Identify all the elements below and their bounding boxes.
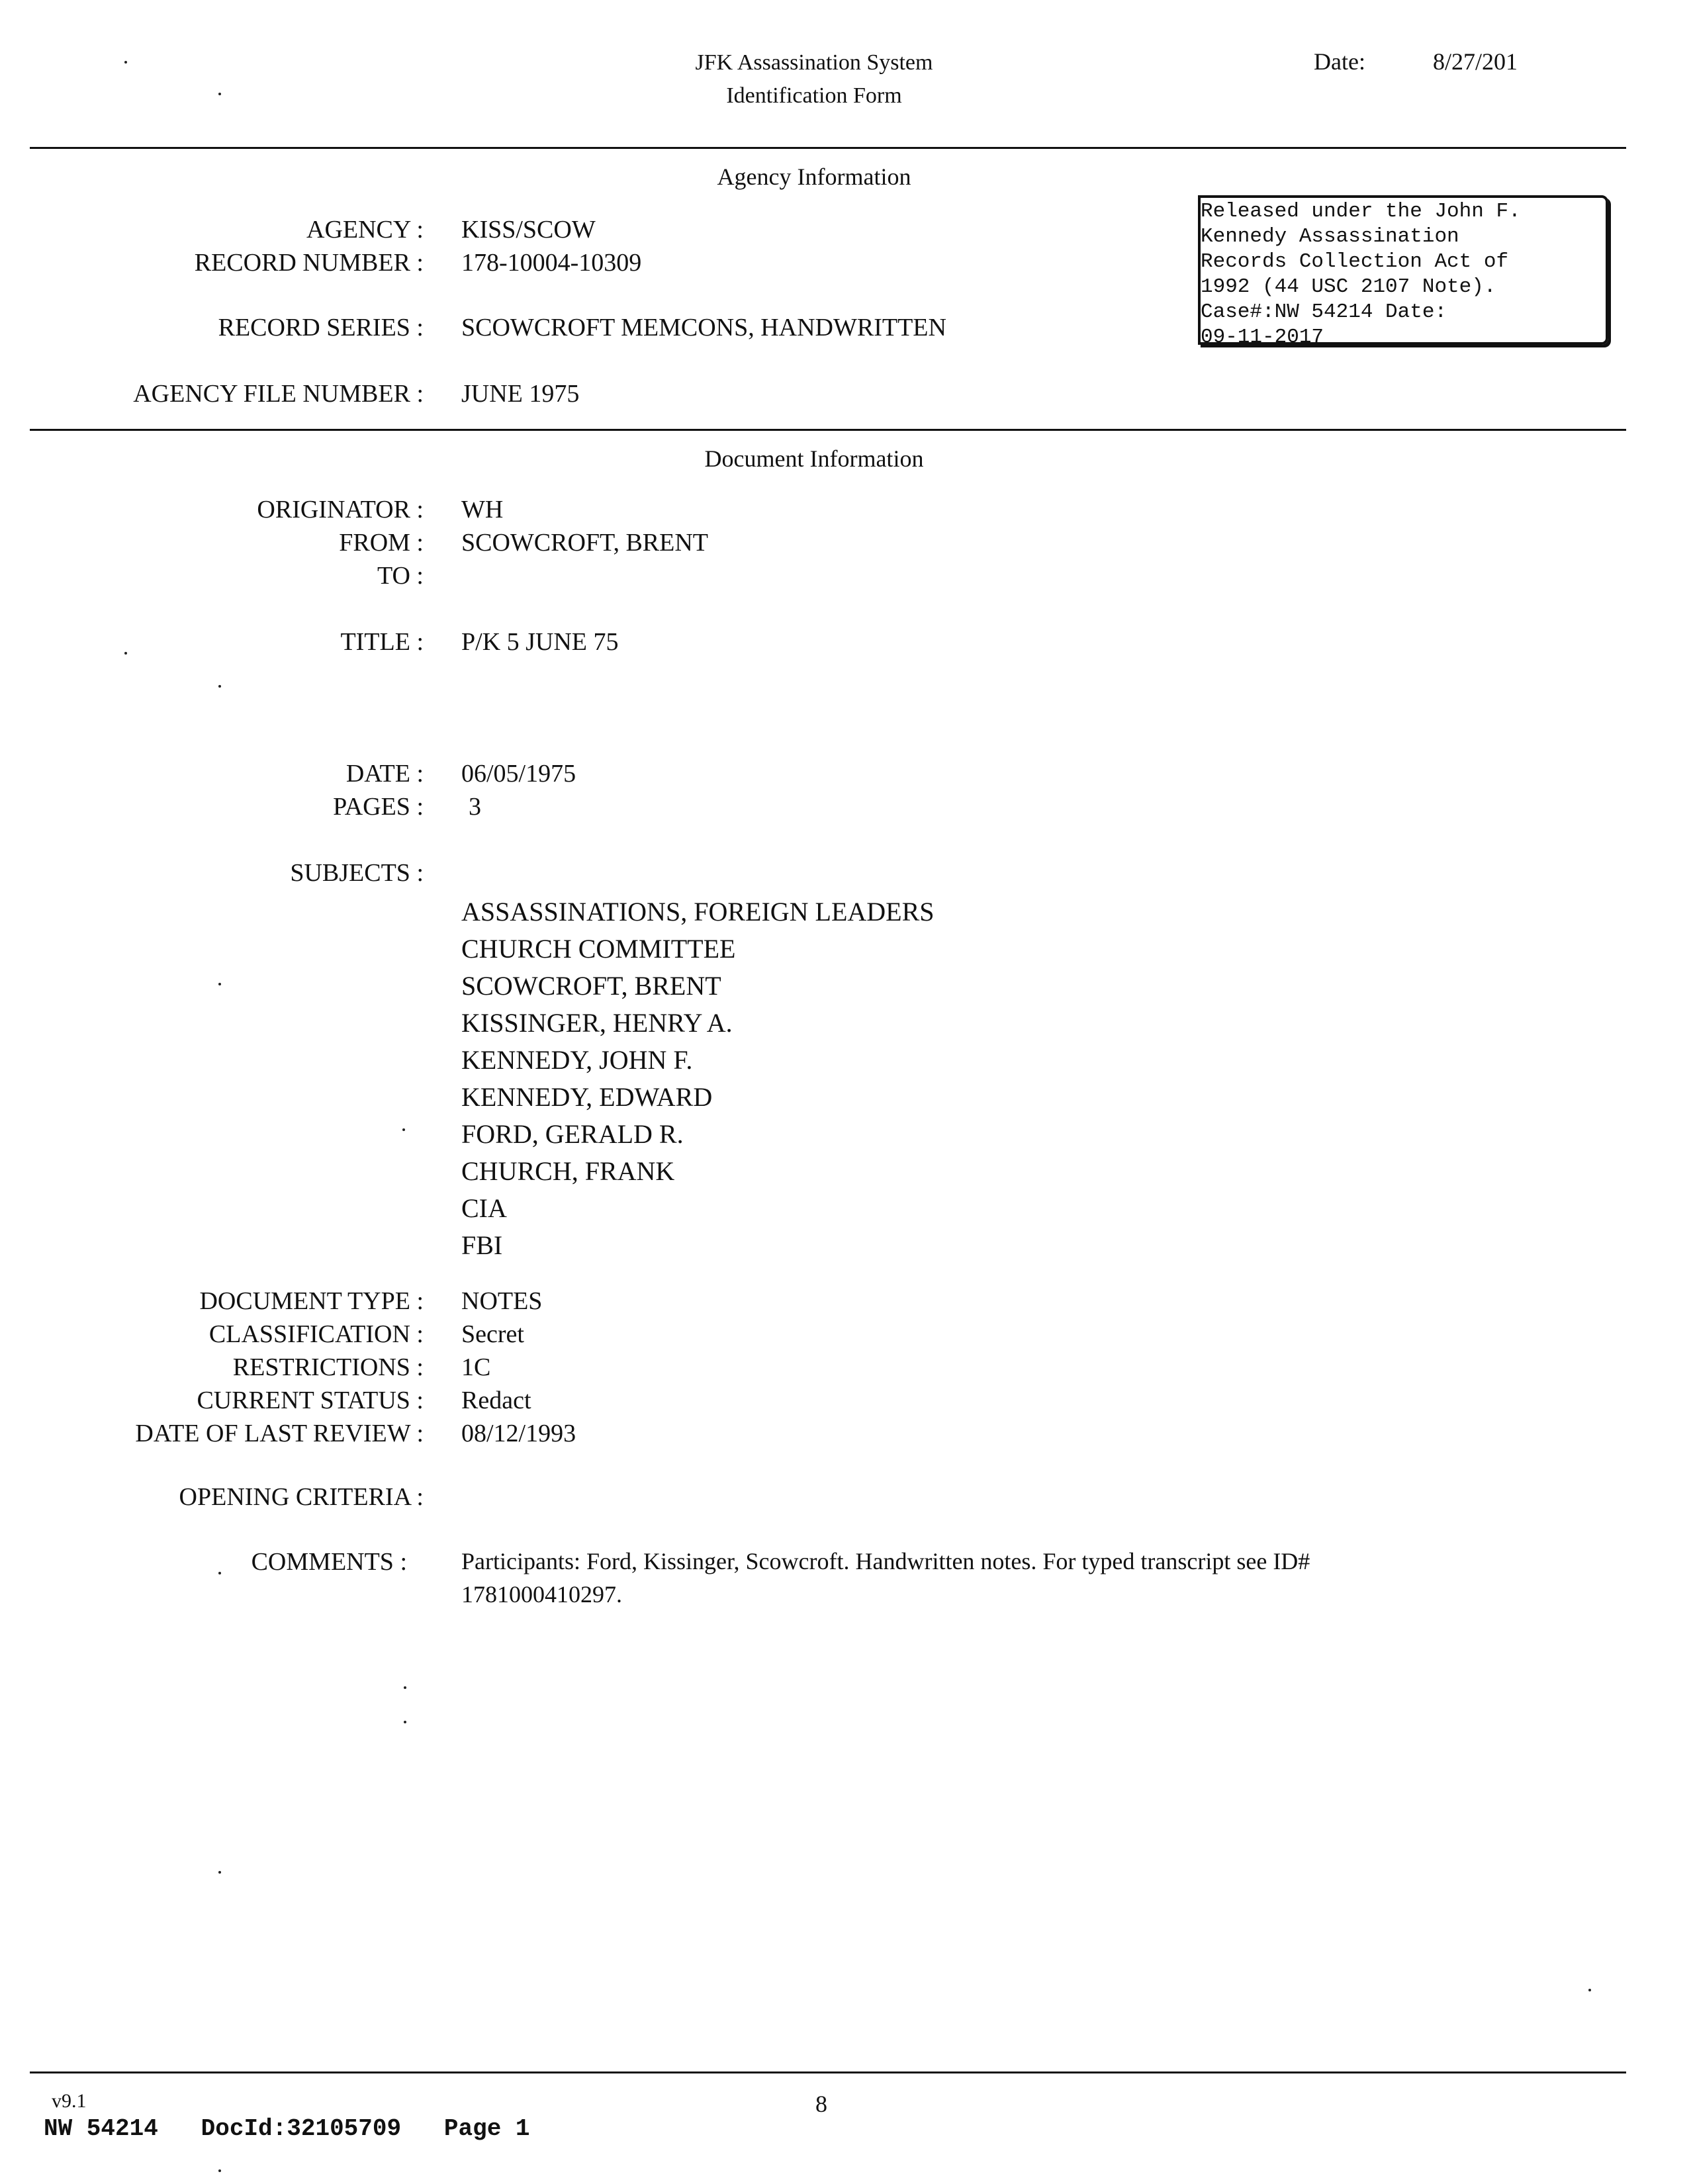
originator-label: ORIGINATOR : <box>257 496 424 523</box>
scan-speck <box>218 93 221 95</box>
subject-item: SCOWCROFT, BRENT <box>461 971 721 1001</box>
version-label: v9.1 <box>52 2090 87 2112</box>
from-value: SCOWCROFT, BRENT <box>461 529 709 557</box>
scan-speck <box>218 983 221 985</box>
scan-speck <box>124 652 127 655</box>
subject-item: ASSASSINATIONS, FOREIGN LEADERS <box>461 897 935 927</box>
title-label: TITLE : <box>340 628 424 656</box>
title-value: P/K 5 JUNE 75 <box>461 628 619 656</box>
document-type-value: NOTES <box>461 1287 543 1315</box>
originator-value: WH <box>461 496 504 523</box>
restrictions-label: RESTRICTIONS : <box>232 1353 424 1381</box>
record-series-value: SCOWCROFT MEMCONS, HANDWRITTEN <box>461 314 946 341</box>
comments-line-2: 1781000410297. <box>461 1581 622 1608</box>
agency-label: AGENCY : <box>306 216 424 244</box>
classification-value: Secret <box>461 1320 524 1348</box>
record-series-label: RECORD SERIES : <box>218 314 424 341</box>
subject-item: KISSINGER, HENRY A. <box>461 1008 733 1038</box>
header-divider <box>30 147 1626 149</box>
scan-speck <box>218 685 221 688</box>
comments-line-1: Participants: Ford, Kissinger, Scowcroft. Handwritten notes. For typed transcript see ID# <box>461 1548 1310 1574</box>
release-stamp <box>1198 195 1608 349</box>
doc-date-value: 06/05/1975 <box>461 760 576 788</box>
current-status-value: Redact <box>461 1387 531 1414</box>
agency-file-number-label: AGENCY FILE NUMBER : <box>133 380 424 408</box>
subject-item: CHURCH, FRANK <box>461 1156 675 1186</box>
scan-speck <box>218 2169 221 2172</box>
current-status-label: CURRENT STATUS : <box>197 1387 424 1414</box>
last-review-label: DATE OF LAST REVIEW : <box>135 1420 424 1447</box>
document-reference: NW 54214 DocId:32105709 Page 1 <box>44 2115 530 2142</box>
scan-speck <box>402 1128 405 1131</box>
to-label: TO : <box>377 562 424 590</box>
pages-value: 3 <box>469 793 481 821</box>
scan-speck <box>1588 1989 1591 1991</box>
stamp-line: Released under the John F. <box>1201 200 1521 223</box>
record-number-label: RECORD NUMBER : <box>194 249 424 277</box>
stamp-line: 1992 (44 USC 2107 Note). <box>1201 275 1496 298</box>
subjects-label: SUBJECTS : <box>290 859 424 887</box>
scan-speck <box>404 1686 406 1689</box>
comments-label: COMMENTS : <box>251 1548 407 1576</box>
stamp-line: Case#:NW 54214 Date: <box>1201 300 1447 324</box>
opening-criteria-label: OPENING CRITERIA : <box>179 1483 424 1511</box>
from-label: FROM : <box>339 529 424 557</box>
page-number: 8 <box>815 2091 827 2117</box>
subject-item: FBI <box>461 1230 503 1260</box>
system-title: JFK Assassination System <box>695 50 933 75</box>
stamp-line: 09-11-2017 <box>1201 326 1324 349</box>
document-type-label: DOCUMENT TYPE : <box>199 1287 424 1315</box>
scan-speck <box>124 61 127 64</box>
date-value: 8/27/201 <box>1433 48 1518 75</box>
classification-label: CLASSIFICATION : <box>208 1320 424 1348</box>
footer-divider <box>30 2071 1626 2073</box>
date-label: Date: <box>1314 48 1365 75</box>
doc-date-label: DATE : <box>345 760 424 788</box>
subject-item: KENNEDY, EDWARD <box>461 1082 713 1112</box>
subject-item: CIA <box>461 1193 507 1223</box>
stamp-line: Kennedy Assassination <box>1201 225 1459 248</box>
scan-speck <box>218 1871 221 1874</box>
scan-speck <box>404 1721 406 1723</box>
stamp-line: Records Collection Act of <box>1201 250 1509 273</box>
restrictions-value: 1C <box>461 1353 491 1381</box>
subject-item: KENNEDY, JOHN F. <box>461 1045 693 1075</box>
agency-section-title: Agency Information <box>717 163 911 190</box>
form-title: Identification Form <box>726 83 902 108</box>
agency-file-number-value: JUNE 1975 <box>461 380 580 408</box>
scan-speck <box>218 1572 221 1574</box>
subject-item: CHURCH COMMITTEE <box>461 934 736 964</box>
pages-label: PAGES : <box>333 793 424 821</box>
agency-value: KISS/SCOW <box>461 216 596 244</box>
document-section-title: Document Information <box>704 445 924 472</box>
section-divider <box>30 429 1626 431</box>
record-number-value: 178-10004-10309 <box>461 249 642 277</box>
last-review-value: 08/12/1993 <box>461 1420 576 1447</box>
subjects-list <box>461 893 935 1264</box>
subject-item: FORD, GERALD R. <box>461 1119 684 1149</box>
